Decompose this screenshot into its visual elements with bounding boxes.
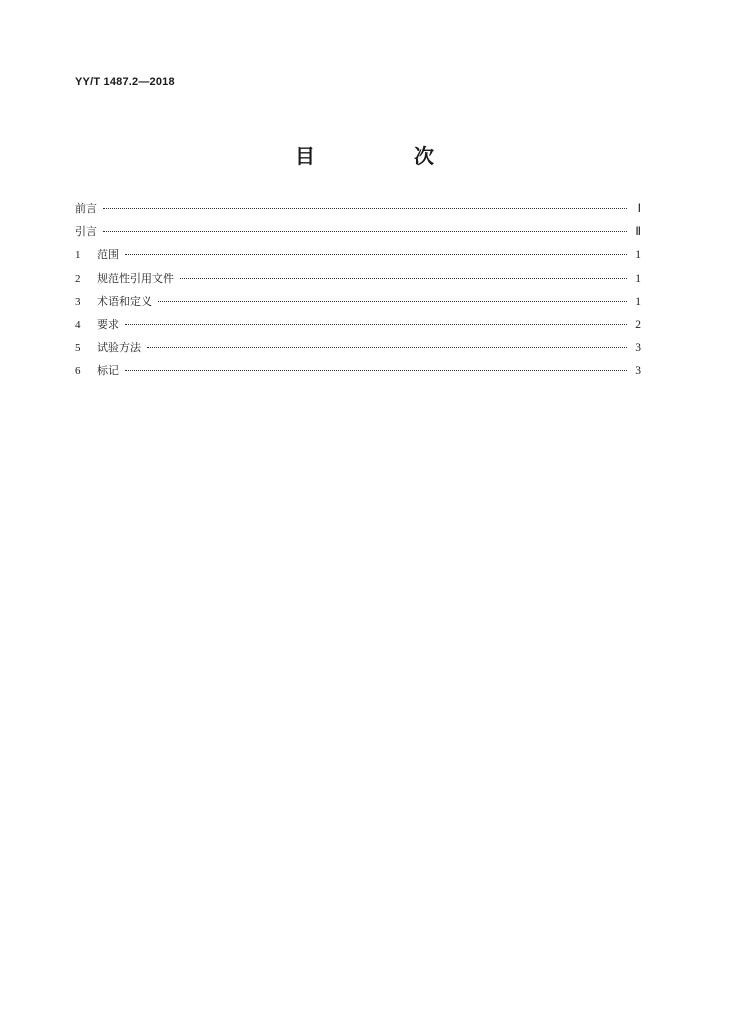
toc-entry-label: 标记	[97, 364, 119, 378]
toc-dot-leader	[158, 301, 627, 302]
toc-title: 目 次	[295, 144, 480, 168]
toc-dot-leader	[147, 347, 627, 348]
toc-entry-number: 2	[75, 272, 81, 285]
toc-entry-foreword[interactable]	[75, 200, 641, 223]
toc-dot-leader	[125, 324, 627, 325]
toc-entry-introduction[interactable]	[75, 223, 641, 246]
toc-entry-number: 1	[75, 249, 81, 262]
toc-entry-label: 术语和定义	[97, 294, 152, 308]
toc-entry-page: Ⅱ	[635, 226, 641, 239]
toc-entry-requirements[interactable]	[75, 316, 641, 339]
toc-entry-page: 3	[635, 342, 641, 355]
toc-entry-label: 范围	[97, 248, 119, 262]
toc-entry-page: Ⅰ	[637, 203, 641, 215]
toc-entry-number: 3	[75, 295, 81, 308]
table-of-contents	[75, 200, 641, 386]
toc-dot-leader	[103, 231, 627, 232]
toc-entry-number: 6	[75, 365, 81, 378]
toc-entry-test-methods[interactable]	[75, 339, 641, 362]
toc-entry-label: 规范性引用文件	[97, 271, 174, 285]
toc-entry-marking[interactable]	[75, 362, 641, 385]
toc-entry-label: 试验方法	[97, 341, 141, 355]
toc-entry-number: 4	[75, 318, 81, 331]
toc-entry-page: 1	[635, 272, 641, 285]
toc-entry-normative-references[interactable]	[75, 270, 641, 293]
toc-entry-page: 1	[635, 249, 641, 262]
toc-entry-number: 5	[75, 342, 81, 355]
toc-entry-label: 前言	[75, 202, 97, 215]
toc-entry-label: 引言	[75, 225, 97, 239]
toc-dot-leader	[103, 208, 627, 209]
toc-entry-label: 要求	[97, 317, 119, 331]
document-code: YY/T 1487.2—2018	[75, 76, 175, 88]
toc-dot-leader	[125, 254, 627, 255]
toc-entry-terms-definitions[interactable]	[75, 293, 641, 316]
toc-dot-leader	[180, 278, 627, 279]
toc-dot-leader	[125, 370, 627, 371]
toc-entry-page: 3	[635, 365, 641, 378]
toc-entry-page: 1	[635, 295, 641, 308]
toc-entry-scope[interactable]	[75, 246, 641, 269]
toc-entry-page: 2	[635, 318, 641, 331]
